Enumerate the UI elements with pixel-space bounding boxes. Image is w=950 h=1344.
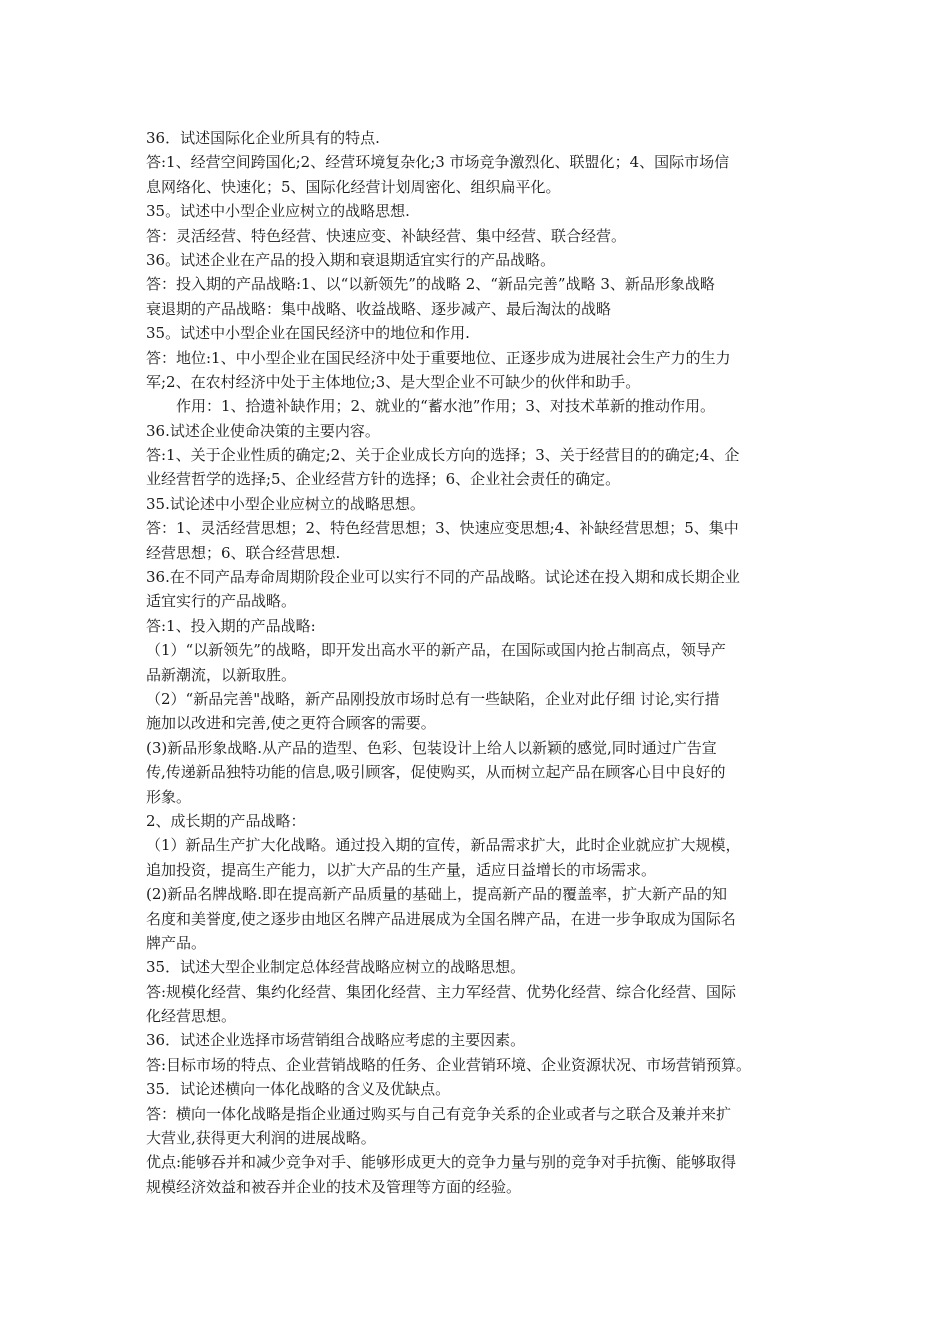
answer-line: 答:目标市场的特点、企业营销战略的任务、企业营销环境、企业资源状况、市场营销预算。 (146, 1055, 752, 1074)
answer-line: 传,传递新品独特功能的信息,吸引顾客，促使购买，从而树立起产品在顾客心目中良好的 (146, 763, 726, 782)
question-35-sme-thinking: 35.试论述中小型企业应树立的战略思想。 (146, 494, 425, 513)
answer-line: 答:规模化经营、集约化经营、集团化经营、主力军经营、优势化经营、综合化经营、国际 (146, 982, 737, 1001)
answer-line: 业经营哲学的选择;5、企业经营方针的选择；6、企业社会责任的确定。 (146, 470, 621, 489)
question-35-horizontal-integration: 35．试论述横向一体化战略的含义及优缺点。 (146, 1080, 451, 1099)
question-36-marketing-mix: 36．试述企业选择市场营销组合战略应考虑的主要因素。 (146, 1031, 526, 1050)
answer-line: 名度和美誉度,使之逐步由地区名牌产品进展成为全国名牌产品，在进一步争取成为国际名 (146, 909, 736, 928)
answer-line: 2、成长期的产品战略： (146, 811, 306, 830)
question-36-lifecycle-strategy: 36.在不同产品寿命周期阶段企业可以实行不同的产品战略。试论述在投入期和成长期企业 (146, 568, 740, 587)
question-35-large-enterprise: 35．试述大型企业制定总体经营战略应树立的战略思想。 (146, 958, 526, 977)
answer-line: 化经营思想。 (146, 1007, 237, 1026)
question-36-mission-decision: 36.试述企业使命决策的主要内容。 (146, 421, 380, 440)
answer-line: 品新潮流，以新取胜。 (146, 665, 297, 684)
answer-line: （1）新品生产扩大化战略。通过投入期的宣传，新品需求扩大，此时企业就应扩大规模， (146, 836, 741, 855)
answer-line: 追加投资，提高生产能力，以扩大产品的生产量，适应日益增长的市场需求。 (146, 860, 657, 879)
answer-line: 军;2、在农村经济中处于主体地位;3、是大型企业不可缺少的伙伴和助手。 (146, 372, 641, 391)
answer-line: 答:1、投入期的产品战略: (146, 616, 316, 635)
answer-line: 大营业,获得更大利润的进展战略。 (146, 1129, 376, 1148)
answer-line: 答:1、经营空间跨国化;2、经营环境复杂化;3 市场竞争激烈化、联盟化；4、国际市场信 (146, 153, 730, 172)
answer-line: 答:1、关于企业性质的确定;2、关于企业成长方向的选择；3、关于经营目的的确定;4、企 (146, 446, 740, 465)
answer-line: 息网络化、快速化；5、国际化经营计划周密化、组织扁平化。 (146, 177, 561, 196)
question-35-sme-strategy: 35。试述中小型企业应树立的战略思想. (146, 202, 410, 221)
answer-line: （1）“以新领先”的战略，即开发出高水平的新产品，在国际或国内抢占制高点，领导产 (146, 641, 726, 660)
answer-line: 答：横向一体化战略是指企业通过购买与自己有竞争关系的企业或者与之联合及兼并来扩 (146, 1104, 732, 1123)
question-35-sme-role: 35。试述中小型企业在国民经济中的地位和作用. (146, 324, 470, 343)
answer-line: 答：1、灵活经营思想；2、特色经营思想；3、快速应变思想;4、补缺经营思想；5、集中 (146, 519, 739, 538)
answer-line: (3)新品形象战略.从产品的造型、色彩、包装设计上给人以新颖的感觉,同时通过广告宣 (146, 738, 717, 757)
answer-line: 衰退期的产品战略：集中战略、收益战略、逐步减产、最后淘汰的战略 (146, 299, 612, 318)
answer-line: 形象。 (146, 787, 192, 806)
answer-line: （2）“新品完善"战略，新产品刚投放市场时总有一些缺陷，企业对此仔细 讨论,实行措 (146, 689, 720, 708)
answer-line: 牌产品。 (146, 933, 207, 952)
answer-line: 答：投入期的产品战略:1、以“以新领先”的战略 2、“新品完善”战略 3、新品形象战略 (146, 275, 715, 294)
answer-line: (2)新品名牌战略.即在提高新产品质量的基础上，提高新产品的覆盖率，扩大新产品的知 (146, 885, 728, 904)
question-36-international-enterprise: 36．试述国际化企业所具有的特点. (146, 129, 380, 147)
answer-line: 规模经济效益和被吞并企业的技术及管理等方面的经验。 (146, 1177, 522, 1196)
question-line: 适宜实行的产品战略。 (146, 592, 297, 611)
document-body (146, 126, 822, 1199)
answer-line: 施加以改进和完善,使之更符合顾客的需要。 (146, 714, 436, 733)
question-36-product-strategy: 36。试述企业在产品的投入期和衰退期适宜实行的产品战略。 (146, 250, 556, 269)
answer-line: 答：地位:1、中小型企业在国民经济中处于重要地位、正逐步成为进展社会生产力的生力 (146, 348, 731, 367)
answer-line: 答：灵活经营、特色经营、快速应变、补缺经营、集中经营、联合经营。 (146, 226, 627, 245)
answer-line: 优点:能够吞并和减少竞争对手、能够形成更大的竞争力量与别的竞争对手抗衡、能够取得 (146, 1153, 737, 1172)
answer-line: 作用：1、拾遗补缺作用；2、就业的“蓄水池”作用；3、对技术革新的推动作用。 (176, 397, 715, 416)
answer-line: 经营思想；6、联合经营思想. (146, 543, 341, 562)
